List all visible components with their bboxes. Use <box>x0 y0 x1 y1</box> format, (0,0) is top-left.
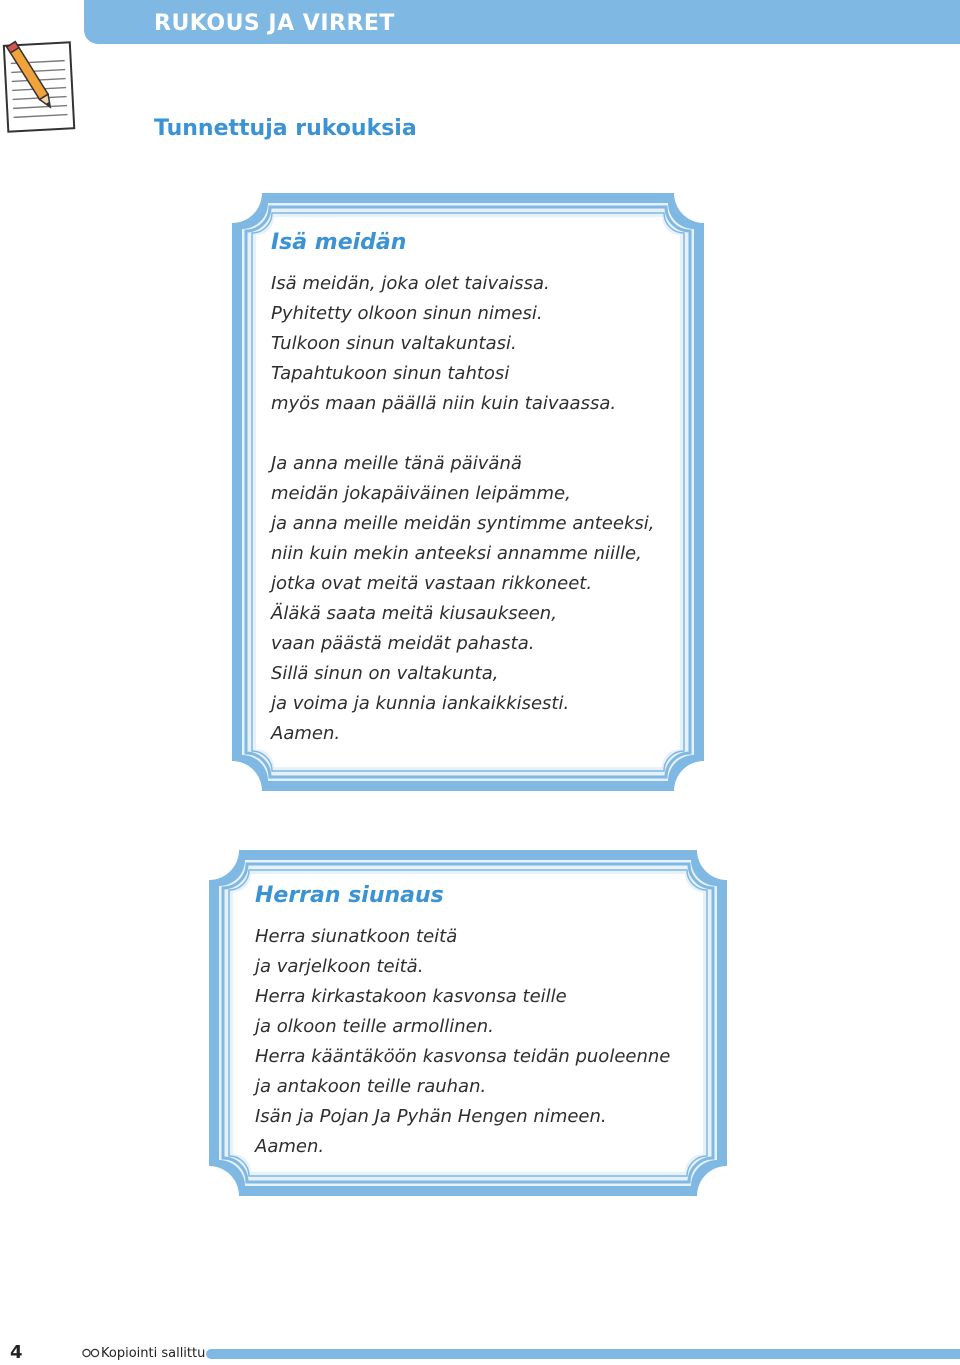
prayer-line: Isä meidän, joka olet taivaissa. <box>271 273 550 294</box>
prayer-card-2 <box>255 883 670 1162</box>
prayer-line: Herra kääntäköön kasvonsa teidän puoleenne <box>255 1046 671 1067</box>
notepad-pencil-icon <box>2 36 76 134</box>
copy-note: Kopiointi sallittu <box>101 1346 206 1361</box>
prayer-line: ja varjelkoon teitä. <box>255 956 424 977</box>
prayer-line: Ja anna meille tänä päivänä <box>271 453 522 474</box>
prayer-line: vaan päästä meidät pahasta. <box>271 633 535 654</box>
prayer-line: jotka ovat meitä vastaan rikkoneet. <box>271 573 593 594</box>
prayer-line: Herra siunatkoon teitä <box>255 926 458 947</box>
header-bar <box>84 0 960 44</box>
prayer-line: ja antakoon teille rauhan. <box>255 1076 487 1097</box>
prayer-line: ja olkoon teille armollinen. <box>255 1016 494 1037</box>
prayer-line: Äläkä saata meitä kiusaukseen, <box>271 603 557 624</box>
prayer-line: Tapahtukoon sinun tahtosi <box>271 363 510 384</box>
prayer-line: ja anna meille meidän syntimme anteeksi, <box>271 513 655 534</box>
prayer-line: Sillä sinun on valtakunta, <box>271 663 499 684</box>
footer-bar <box>206 1349 960 1359</box>
page-number: 4 <box>10 1342 23 1363</box>
prayer-card-1 <box>271 230 654 749</box>
prayer-line: Tulkoon sinun valtakuntasi. <box>271 333 517 354</box>
chapter-title: RUKOUS JA VIRRET <box>154 11 395 36</box>
prayer-title: Herran siunaus <box>255 883 444 908</box>
section-title: Tunnettuja rukouksia <box>154 116 417 141</box>
prayer-line: meidän jokapäiväinen leipämme, <box>271 483 571 504</box>
prayer-line: niin kuin mekin anteeksi annamme niille, <box>271 543 642 564</box>
prayer-line: Herra kirkastakoon kasvonsa teille <box>255 986 567 1007</box>
prayer-line: Isän ja Pojan Ja Pyhän Hengen nimeen. <box>255 1106 607 1127</box>
prayer-line: Aamen. <box>255 1136 325 1157</box>
prayer-line: ja voima ja kunnia iankaikkisesti. <box>271 693 570 714</box>
prayer-line: myös maan päällä niin kuin taivaassa. <box>271 393 617 414</box>
copy-circles-icon <box>82 1348 100 1358</box>
prayer-title: Isä meidän <box>271 230 407 255</box>
prayer-line: Aamen. <box>271 723 341 744</box>
prayer-line: Pyhitetty olkoon sinun nimesi. <box>271 303 543 324</box>
